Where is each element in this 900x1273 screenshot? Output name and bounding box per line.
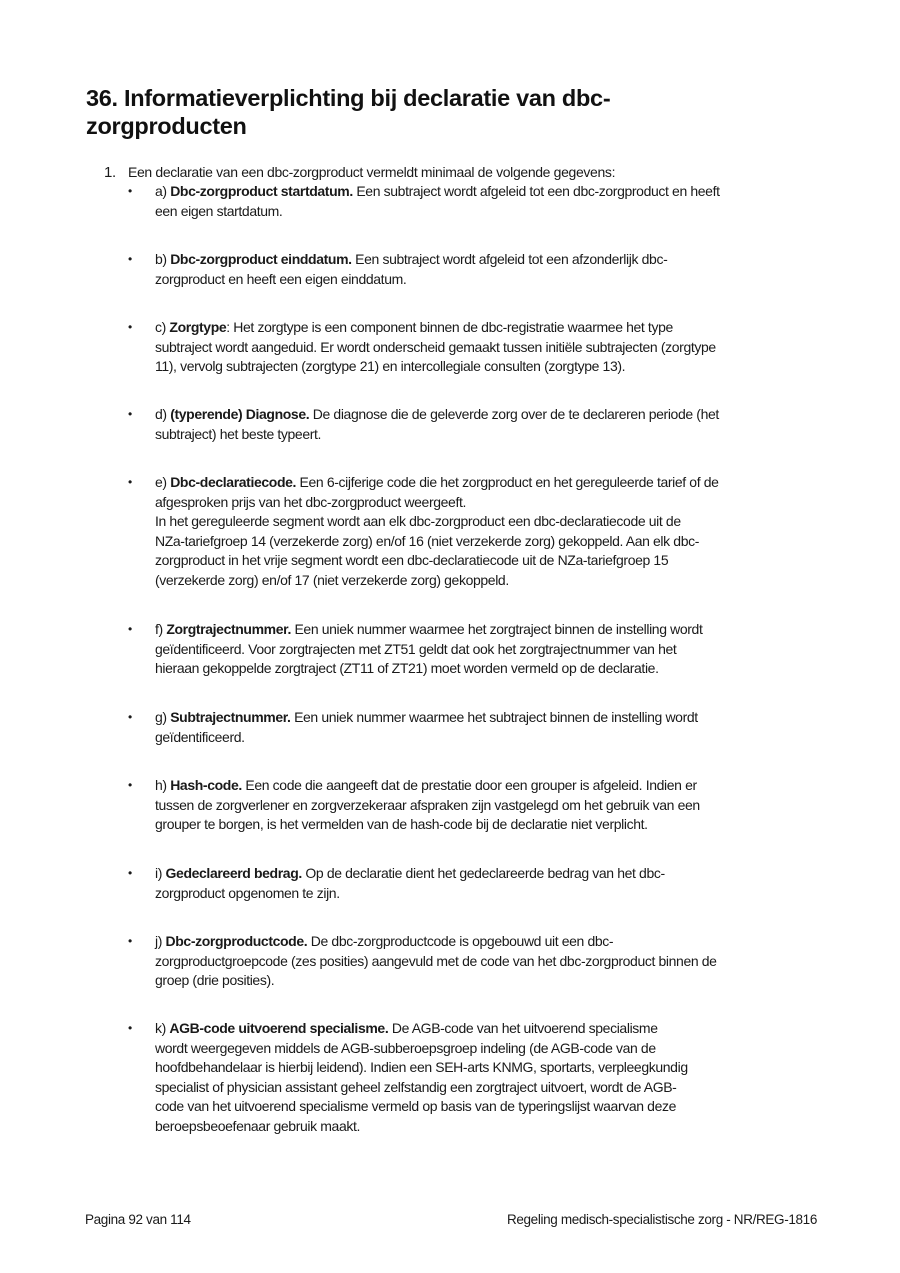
list-item-term: Dbc-declaratiecode. <box>170 474 297 490</box>
bullet-icon: • <box>128 252 132 266</box>
list-item-line: 11), vervolg subtrajecten (zorgtype 21) en intercollegiale consulten (zorgtype 13). <box>155 358 626 375</box>
list-item-line <box>155 708 818 728</box>
bullet-icon: • <box>128 1021 132 1035</box>
list-item-term: Dbc-zorgproduct einddatum. <box>170 251 352 267</box>
list-item-line: geïdentificeerd. <box>155 728 245 745</box>
list-item-body <box>155 250 818 289</box>
list-item-text: Een subtraject wordt afgeleid tot een dbc-zorgproduct en heeft <box>352 183 720 199</box>
list-item-letter: k) <box>155 1020 170 1036</box>
list-item-text: Een uniek nummer waarmee het subtraject binnen de instelling wordt <box>290 709 698 725</box>
list-item-line: tussen de zorgverlener en zorgverzekeraar afspraken zijn vastgelegd om het gebruik van een <box>155 796 700 813</box>
list-item-body <box>155 318 818 377</box>
bullet-icon: • <box>128 710 132 724</box>
list-item-text: Op de declaratie dient het gedeclareerde bedrag van het dbc- <box>301 865 665 881</box>
list-item-body <box>155 864 818 903</box>
list-item-line: geïdentificeerd. Voor zorgtrajecten met ZT51 geldt dat ook het zorgtrajectnummer van het <box>155 640 677 657</box>
list-item-line: In het gereguleerde segment wordt aan elk dbc-zorgproduct een dbc-declaratiecode uit de <box>155 513 681 530</box>
bullet-icon: • <box>128 407 132 421</box>
list-item-line <box>155 182 818 202</box>
list-item <box>128 473 818 591</box>
list-item-letter: d) <box>155 406 171 422</box>
list-item-line: zorgproductgroepcode (zes posities) aangevuld met de code van het dbc-zorgproduct binnen de <box>155 952 717 969</box>
bullet-icon: • <box>128 778 132 792</box>
list-item-line: subtraject) het beste typeert. <box>155 425 322 442</box>
list-item-letter: i) <box>155 865 166 881</box>
list-item-term: Dbc-zorgproductcode. <box>165 933 308 949</box>
list-item-body <box>155 182 818 221</box>
list-item-line: afgesproken prijs van het dbc-zorgproduct weergeeft. <box>155 493 466 510</box>
list-item-letter: c) <box>155 319 170 335</box>
list-item-line <box>155 776 818 796</box>
list-item-letter: e) <box>155 474 171 490</box>
page-title <box>86 84 706 140</box>
list-item-term: Dbc-zorgproduct startdatum. <box>170 183 353 199</box>
list-item-line <box>155 405 818 425</box>
list-item <box>128 864 818 903</box>
bullet-icon: • <box>128 475 132 489</box>
list-item-text: Een uniek nummer waarmee het zorgtraject binnen de instelling wordt <box>290 621 703 637</box>
bullet-icon: • <box>128 866 132 880</box>
list-item-line: hieraan gekoppelde zorgtraject (ZT11 of ZT21) moet worden vermeld op de declaratie. <box>155 660 659 677</box>
list-item-line: beroepsbeoefenaar gebruik maakt. <box>155 1117 360 1134</box>
list-intro <box>104 162 615 183</box>
list-item-term: Subtrajectnummer. <box>170 709 291 725</box>
list-item-line: wordt weergegeven middels de AGB-subberoepsgroep indeling (de AGB-code van de <box>155 1039 656 1056</box>
list-item-letter: f) <box>155 621 167 637</box>
list-item-line <box>155 932 818 952</box>
list-item-text: : Het zorgtype is een component binnen de dbc-registratie waarmee het type <box>226 319 673 335</box>
list-item-text: Een code die aangeeft dat de prestatie door een grouper is afgeleid. Indien er <box>241 777 697 793</box>
list-item-line: zorgproduct en heeft een eigen einddatum. <box>155 270 407 287</box>
footer-page-number: Pagina 92 van 114 <box>85 1212 191 1227</box>
list-item-letter: a) <box>155 183 171 199</box>
list-item <box>128 318 818 377</box>
list-item <box>128 1019 818 1137</box>
list-item-term: (typerende) Diagnose. <box>170 406 310 422</box>
list-item-body <box>155 405 818 444</box>
list-item-body <box>155 1019 818 1137</box>
list-number: 1. <box>104 164 116 181</box>
list-item-letter: h) <box>155 777 171 793</box>
list-item-line <box>155 473 818 493</box>
list-item-line <box>155 864 818 884</box>
list-item-body <box>155 620 818 679</box>
list-item-body <box>155 932 818 991</box>
page-title-line-2: zorgproducten <box>86 113 247 139</box>
list-item-text: De AGB-code van het uitvoerend specialisme <box>388 1020 658 1036</box>
bullet-icon: • <box>128 622 132 636</box>
list-item-term: Gedeclareerd bedrag. <box>165 865 302 881</box>
list-item-line: groep (drie posities). <box>155 972 275 989</box>
list-item-line: een eigen startdatum. <box>155 202 283 219</box>
list-item-line: zorgproduct opgenomen te zijn. <box>155 884 340 901</box>
list-item <box>128 776 818 835</box>
list-item-term: Zorgtype <box>169 319 227 335</box>
list-item-body <box>155 473 818 591</box>
bullet-icon: • <box>128 320 132 334</box>
list-item-line: hoofdbehandelaar is hierbij leidend). Indien een SEH-arts KNMG, sportarts, verpleegkundig <box>155 1059 688 1076</box>
list-item-line <box>155 1019 818 1039</box>
list-item-line: grouper te borgen, is het vermelden van de hash-code bij de declaratie niet verplicht. <box>155 816 648 833</box>
list-item-body <box>155 776 818 835</box>
list-item <box>128 708 818 747</box>
list-item-line: subtraject wordt aangeduid. Er wordt onderscheid gemaakt tussen initiële subtrajecten (zorgtype <box>155 338 716 355</box>
bullet-icon: • <box>128 184 132 198</box>
list-item-line: zorgproduct in het vrije segment wordt een dbc-declaratiecode uit de NZa-tariefgroep 15 <box>155 552 669 569</box>
page-title-line-1: 36. Informatieverplichting bij declaratie van dbc- <box>86 85 611 111</box>
list-item-text: De dbc-zorgproductcode is opgebouwd uit een dbc- <box>307 933 614 949</box>
list-item-line <box>155 318 818 338</box>
list-item-text: Een subtraject wordt afgeleid tot een afzonderlijk dbc- <box>351 251 668 267</box>
list-item <box>128 182 818 221</box>
list-item-term: Zorgtrajectnummer. <box>166 621 291 637</box>
list-item-letter: b) <box>155 251 171 267</box>
list-item-term: Hash-code. <box>170 777 242 793</box>
list-item <box>128 250 818 289</box>
list-item-line: code van het uitvoerend specialisme vermeld op basis van de typeringslijst waarvan deze <box>155 1098 677 1115</box>
list-item-line: specialist of physician assistant geheel zelfstandig een zorgtraject uitvoert, wordt de AGB- <box>155 1078 677 1095</box>
list-item <box>128 405 818 444</box>
list-item-line <box>155 250 818 270</box>
list-item <box>128 620 818 679</box>
footer-document-title: Regeling medisch-specialistische zorg - NR/REG-1816 <box>506 1212 817 1227</box>
bullet-icon: • <box>128 934 132 948</box>
intro-text: Een declaratie van een dbc-zorgproduct vermeldt minimaal de volgende gegevens: <box>128 164 616 180</box>
list-item-line: NZa-tariefgroep 14 (verzekerde zorg) en/of 16 (niet verzekerde zorg) gekoppeld. Aan elk dbc- <box>155 532 700 549</box>
list-item-text: De diagnose die de geleverde zorg over de te declareren periode (het <box>309 406 719 422</box>
list-item-body <box>155 708 818 747</box>
list-item-letter: j) <box>155 933 166 949</box>
list-item-line: (verzekerde zorg) en/of 17 (niet verzekerde zorg) gekoppeld. <box>155 571 509 588</box>
list-item-term: AGB-code uitvoerend specialisme. <box>169 1020 389 1036</box>
list-item <box>128 932 818 991</box>
list-item-letter: g) <box>155 709 171 725</box>
list-item-text: Een 6-cijferige code die het zorgproduct en het gereguleerde tarief of de <box>296 474 719 490</box>
list-item-line <box>155 620 818 640</box>
